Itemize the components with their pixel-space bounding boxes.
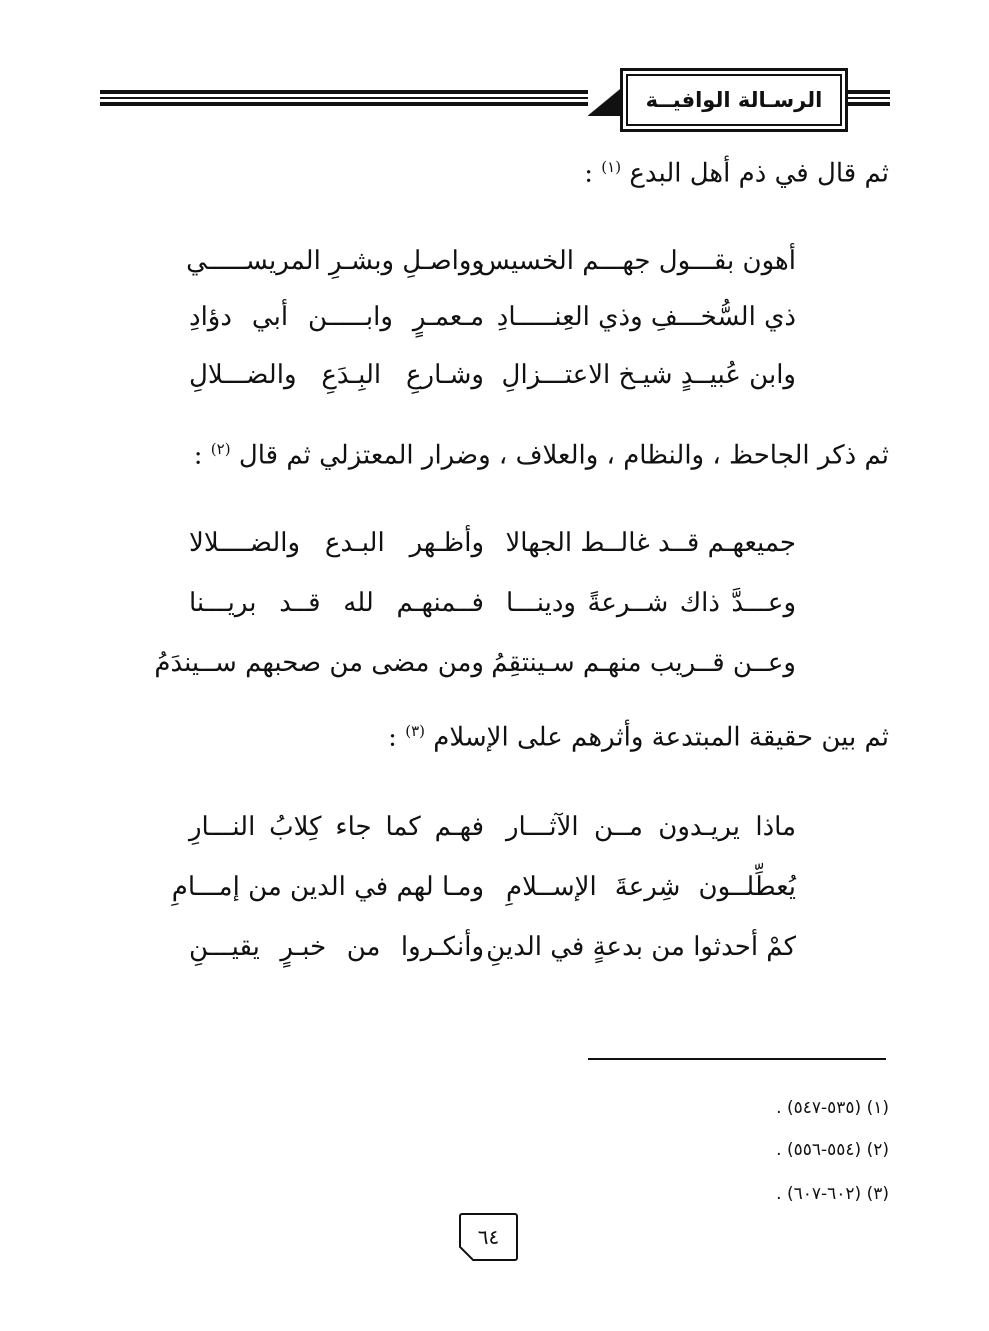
section-intro bbox=[584, 158, 889, 189]
header-rule bbox=[845, 90, 890, 94]
verse-hemistich-first: وعــن قــريب منهـم سـينتقِمُ bbox=[491, 648, 796, 678]
verse-hemistich-second: فــمنهـم لله قــد بريـــنا bbox=[189, 588, 484, 618]
verse-hemistich-first: ذي السُّخـــفِ وذي العِنـــــادِ bbox=[496, 302, 796, 332]
verse-hemistich-first: وابن عُبيــدٍ شيـخ الاعتـــزالِ bbox=[501, 360, 796, 390]
verse-hemistich-second: وأنكـروا من خبـرٍ يقيـــنِ bbox=[189, 932, 484, 962]
verse-hemistich-second: ومن مضى من صحبهم ســيندَمُ bbox=[154, 648, 484, 678]
verse-hemistich-second: وشـارعِ البِـدَعِ والضـــلالِ bbox=[189, 360, 484, 390]
intro-text: ثم قال في ذم أهل البدع bbox=[629, 158, 889, 189]
running-title-box bbox=[620, 68, 848, 132]
page-number-box bbox=[459, 1213, 518, 1261]
section-intro bbox=[194, 440, 889, 471]
intro-tail: : bbox=[584, 158, 594, 189]
intro-tail: : bbox=[388, 722, 397, 753]
intro-text: ثم بين حقيقة المبتدعة وأثرهم على الإسلام bbox=[433, 722, 889, 753]
verse-hemistich-first: ماذا يريـدون مــن الآثـــار bbox=[506, 812, 796, 842]
verse-hemistich-first: وعـــدَّ ذاك شــرعةً ودينـــا bbox=[506, 588, 796, 618]
header-ornament bbox=[588, 88, 622, 116]
header-rule bbox=[100, 90, 620, 94]
page-number: ٦٤ bbox=[477, 1225, 500, 1249]
verse-hemistich-second: ومـا لهم في الدين من إمـــامِ bbox=[171, 872, 484, 902]
verse-hemistich-second: فهـم كما جاء كِلابُ النـــارِ bbox=[189, 812, 484, 842]
footnote-ref: (٣) bbox=[405, 722, 425, 740]
verse-hemistich-first: أهون بقـــول جهـــم الخسيس bbox=[477, 246, 796, 276]
intro-text: ثم ذكر الجاحظ ، والنظام ، والعلاف ، وضرار المعتزلي ثم قال bbox=[238, 440, 889, 471]
header-rule bbox=[845, 97, 890, 99]
section-intro bbox=[388, 722, 889, 753]
header-rule bbox=[100, 97, 620, 99]
footnote: (٢) (٥٥٤-٥٥٦) . bbox=[776, 1140, 889, 1160]
footnote-separator bbox=[588, 1058, 886, 1060]
header-rule bbox=[845, 102, 890, 106]
running-title: الرسـالة الوافيــة bbox=[645, 88, 823, 112]
verse-hemistich-second: وواصـلِ وبشـرِ المريســـــي bbox=[186, 246, 484, 276]
verse-hemistich-first: يُعطِّلــون شِرعةَ الإســلامِ bbox=[506, 872, 796, 902]
verse-hemistich-first: كمْ أحدثوا من بدعةٍ في الدينِ bbox=[486, 932, 796, 962]
footnote-ref: (٢) bbox=[210, 440, 231, 458]
footnote: (٣) (٦٠٢-٦٠٧) . bbox=[776, 1184, 889, 1204]
verse-hemistich-second: وأظـهر البـدع والضــــلالا bbox=[189, 528, 484, 558]
verse-hemistich-second: مـعمـرٍ وابـــــن أبي دؤادِ bbox=[189, 302, 484, 332]
footnote-ref: (١) bbox=[601, 158, 622, 176]
page-header bbox=[100, 66, 890, 130]
footnote: (١) (٥٣٥-٥٤٧) . bbox=[776, 1098, 889, 1118]
intro-tail: : bbox=[193, 440, 203, 471]
verse-hemistich-first: جميعهـم قــد غالــط الجهالا bbox=[505, 528, 796, 558]
header-rule bbox=[100, 102, 620, 106]
